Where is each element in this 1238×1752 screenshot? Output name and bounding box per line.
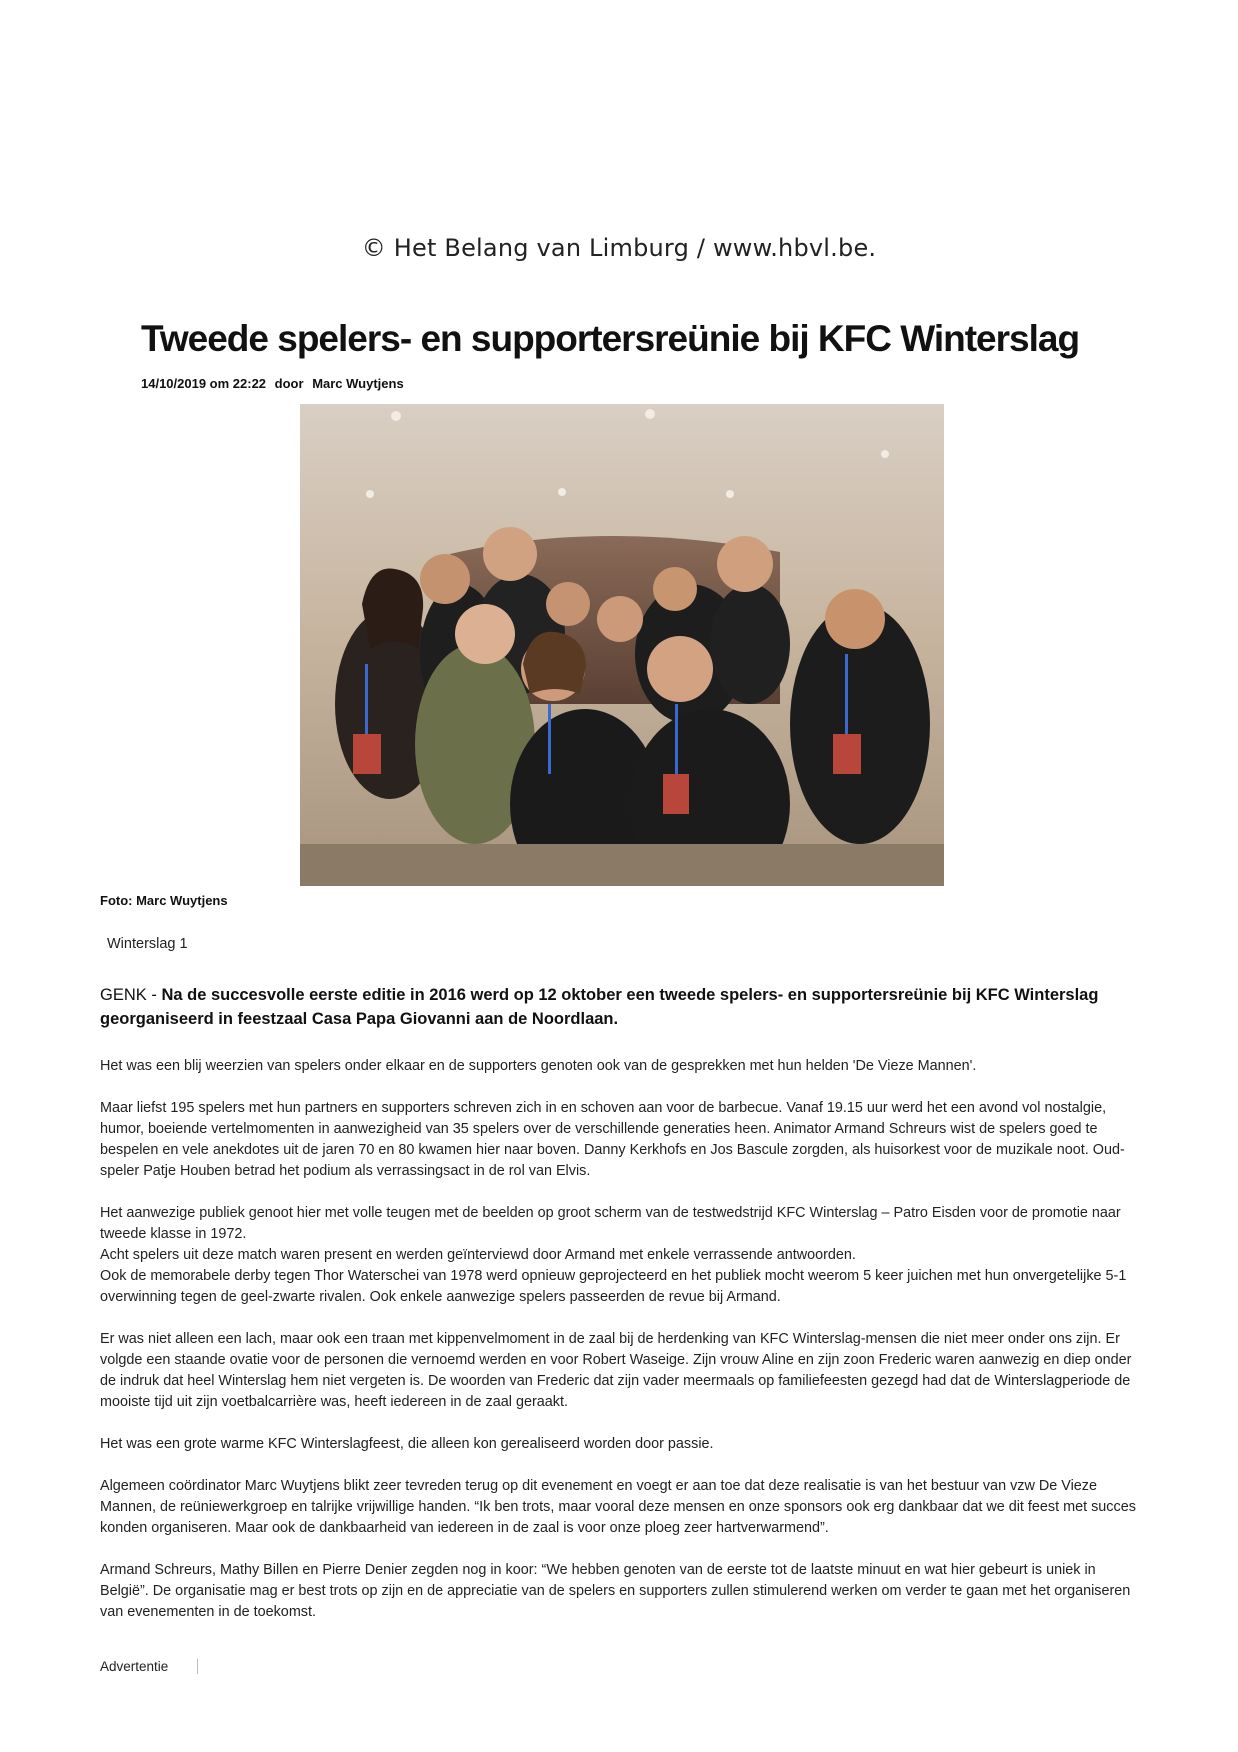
article-lead — [100, 983, 1140, 1031]
copyright-notice: © Het Belang van Limburg / www.hbvl.be. — [361, 234, 877, 262]
article-meta — [141, 376, 404, 391]
paragraph-5: Het was een grote warme KFC Winterslagfeest, die alleen kon gerealiseerd worden door passie. — [100, 1436, 714, 1452]
lead-text: Na de succesvolle eerste editie in 2016 werd op 12 oktober een tweede spelers- en supportersreünie bij KFC Winterslag georganiseerd in feestzaal Casa Papa Giovanni aan de Noordlaan. — [100, 986, 1099, 1028]
article-photo — [300, 404, 944, 886]
paragraph-3: Het aanwezige publiek genoot hier met volle teugen met de beelden op groot scherm van de testwedstrijd KFC Winterslag – Patro Eisden voor de promotie naar tweede klasse in 1972. Acht spelers uit deze match waren present en werden geïnterviewd door Armand met enkele verrassende antwoorden. Ook de memorabele derby tegen Thor Waterschei van 1978 werd opnieuw geprojecteerd en het publiek mocht weerom 5 keer juichen met hun onvergetelijke 5-1 overwinning tegen de geel-zwarte rivalen. Ook enkele aanwezige spelers passeerden de revue bij Armand. — [100, 1205, 1127, 1305]
paragraph-7: Armand Schreurs, Mathy Billen en Pierre Denier zegden nog in koor: “We hebben genoten van de eerste tot de laatste minuut en wat hier gebeurt is uniek in België”. De organisatie mag er best trots op zijn en de appreciatie van de spelers en supporters zullen stimulerend werken om verder te gaan met het organiseren van evenementen in de toekomst. — [100, 1562, 1131, 1620]
advertisement-label: Advertentie — [100, 1659, 169, 1674]
article-author: Marc Wuytjens — [312, 376, 404, 391]
article-date: 14/10/2019 om 22:22 — [141, 376, 267, 391]
article-tag[interactable]: Winterslag 1 — [107, 936, 188, 952]
paragraph-1: Het was een blij weerzien van spelers onder elkaar en de supporters genoten ook van de gesprekken met hun helden 'De Vieze Mannen'. — [100, 1058, 977, 1074]
article-body — [100, 983, 1140, 1644]
paragraph-6: Algemeen coördinator Marc Wuytjens blikt zeer tevreden terug op dit evenement en voegt er aan toe dat deze realisatie is van het bestuur van vzw De Vieze Mannen, de reüniewerkgroep en talrijke vrijwillige handen. “Ik ben trots, maar vooral deze mensen en onze sponsors ook erg dankbaar dat we dit feest met succes konden organiseren. Maar ook de dankbaarheid van iedereen in de zaal is voor onze ploeg zeer hartverwarmend”. — [100, 1478, 1136, 1536]
photo-caption: Foto: Marc Wuytjens — [100, 893, 228, 908]
byline-label: door — [274, 376, 304, 391]
paragraph-2: Maar liefst 195 spelers met hun partners en supporters schreven zich in en schoven aan voor de barbecue. Vanaf 19.15 uur werd het een avond vol nostalgie, humor, boeiende vertelmomenten in aanwezigheid van 35 spelers over de verschillende generaties heen. Animator Armand Schreurs wist de spelers goed te bespelen en vele anekdotes uit de jaren 70 en 80 kwamen hier naar boven. Danny Kerkhofs en Jos Bascule zorgden, als huisorkest voor de muzikale noot. Oud-speler Patje Houben betrad het podium als verrassingsact in de rol van Elvis. — [100, 1100, 1125, 1179]
ad-divider — [197, 1659, 198, 1674]
article-title: Tweede spelers- en supportersreünie bij KFC Winterslag — [141, 318, 1080, 359]
paragraph-4: Er was niet alleen een lach, maar ook een traan met kippenvelmoment in de zaal bij de herdenking van KFC Winterslag-mensen die niet meer onder ons zijn. Er volgde een staande ovatie voor de personen die vernoemd werden en voor Robert Waseige. Zijn vrouw Aline en zijn zoon Frederic waren aanwezig en diep onder de indruk dat heel Winterslag hem niet vergeten is. De woorden van Frederic dat zijn vader meermaals op familiefeesten gezegd had dat de Winterslagperiode de mooiste tijd uit zijn voetbalcarrière was, heeft iedereen in de zaal geraakt. — [100, 1331, 1132, 1410]
lead-dateline: GENK - — [100, 986, 162, 1004]
